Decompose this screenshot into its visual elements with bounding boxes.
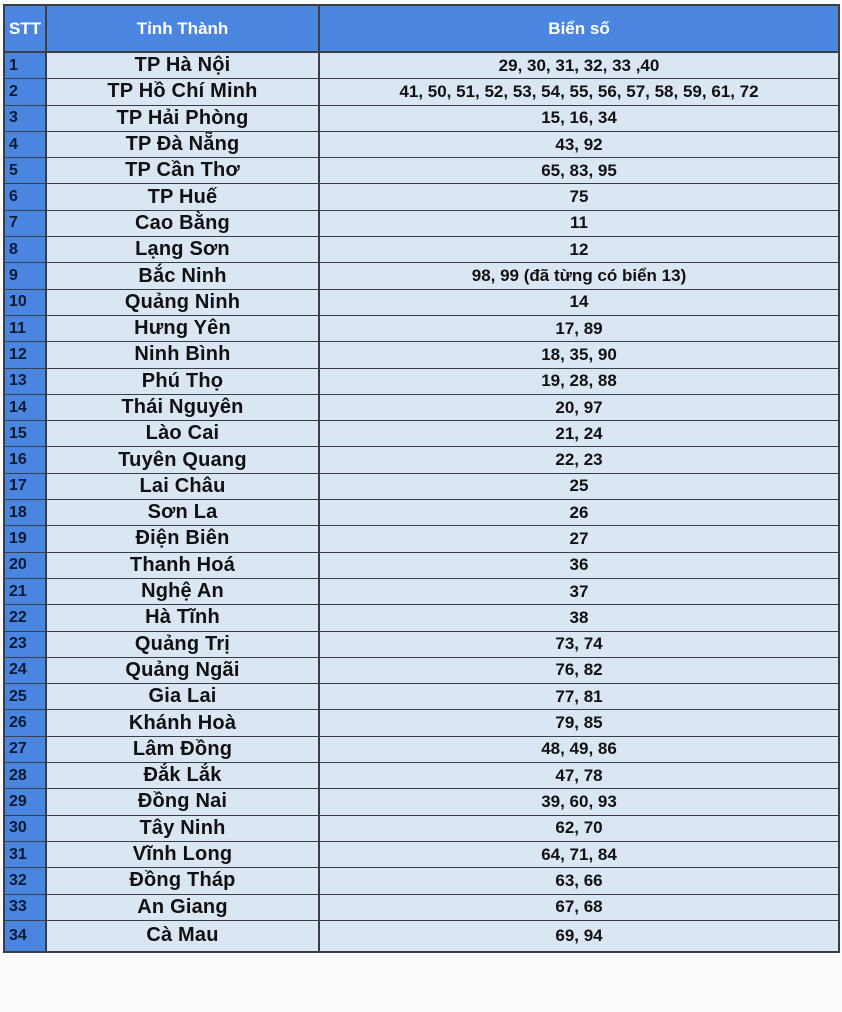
row-province-cell: Đồng Nai xyxy=(46,789,319,815)
row-stt-cell: 18 xyxy=(4,500,46,526)
row-plates-cell: 19, 28, 88 xyxy=(319,368,839,394)
table-row xyxy=(4,447,839,473)
row-plates-cell: 21, 24 xyxy=(319,421,839,447)
row-stt-cell: 16 xyxy=(4,447,46,473)
row-stt-cell: 25 xyxy=(4,684,46,710)
row-plates-cell: 17, 89 xyxy=(319,315,839,341)
row-province-cell: Bắc Ninh xyxy=(46,263,319,289)
table-row xyxy=(4,105,839,131)
row-plates-cell: 39, 60, 93 xyxy=(319,789,839,815)
row-plates-cell: 63, 66 xyxy=(319,868,839,894)
table-row xyxy=(4,289,839,315)
row-stt-cell: 14 xyxy=(4,394,46,420)
table-row xyxy=(4,815,839,841)
row-province-cell: TP Hồ Chí Minh xyxy=(46,79,319,105)
row-plates-cell: 14 xyxy=(319,289,839,315)
row-stt-cell: 29 xyxy=(4,789,46,815)
row-province-cell: Hà Tĩnh xyxy=(46,605,319,631)
row-stt-cell: 13 xyxy=(4,368,46,394)
row-plates-cell: 65, 83, 95 xyxy=(319,158,839,184)
row-stt-cell: 31 xyxy=(4,841,46,867)
row-stt-cell: 34 xyxy=(4,920,46,952)
row-province-cell: TP Hà Nội xyxy=(46,52,319,79)
row-stt-cell: 5 xyxy=(4,158,46,184)
table-row xyxy=(4,710,839,736)
row-plates-cell: 29, 30, 31, 32, 33 ,40 xyxy=(319,52,839,79)
row-stt-cell: 1 xyxy=(4,52,46,79)
row-plates-cell: 22, 23 xyxy=(319,447,839,473)
row-province-cell: Điện Biên xyxy=(46,526,319,552)
table-row xyxy=(4,315,839,341)
row-province-cell: Cà Mau xyxy=(46,920,319,952)
table-row xyxy=(4,79,839,105)
row-plates-cell: 64, 71, 84 xyxy=(319,841,839,867)
row-stt-cell: 9 xyxy=(4,263,46,289)
row-plates-cell: 48, 49, 86 xyxy=(319,736,839,762)
row-province-cell: Đồng Tháp xyxy=(46,868,319,894)
row-plates-cell: 75 xyxy=(319,184,839,210)
table-row xyxy=(4,631,839,657)
table-row xyxy=(4,421,839,447)
table-row xyxy=(4,841,839,867)
row-province-cell: Quảng Trị xyxy=(46,631,319,657)
row-province-cell: TP Cần Thơ xyxy=(46,158,319,184)
row-stt-cell: 27 xyxy=(4,736,46,762)
table-row xyxy=(4,736,839,762)
row-plates-cell: 43, 92 xyxy=(319,131,839,157)
table-row xyxy=(4,552,839,578)
row-stt-cell: 4 xyxy=(4,131,46,157)
row-stt-cell: 15 xyxy=(4,421,46,447)
row-plates-cell: 12 xyxy=(319,237,839,263)
table-row xyxy=(4,684,839,710)
row-province-cell: Nghệ An xyxy=(46,578,319,604)
table-row xyxy=(4,184,839,210)
row-province-cell: Lạng Sơn xyxy=(46,237,319,263)
row-plates-cell: 98, 99 (đã từng có biển 13) xyxy=(319,263,839,289)
table-row xyxy=(4,526,839,552)
row-stt-cell: 30 xyxy=(4,815,46,841)
row-plates-cell: 37 xyxy=(319,578,839,604)
table-row xyxy=(4,473,839,499)
row-stt-cell: 17 xyxy=(4,473,46,499)
table-row xyxy=(4,368,839,394)
row-province-cell: Tuyên Quang xyxy=(46,447,319,473)
table-row xyxy=(4,237,839,263)
row-stt-cell: 20 xyxy=(4,552,46,578)
row-stt-cell: 22 xyxy=(4,605,46,631)
row-province-cell: Phú Thọ xyxy=(46,368,319,394)
table-row xyxy=(4,605,839,631)
row-plates-cell: 20, 97 xyxy=(319,394,839,420)
table-body xyxy=(4,52,839,952)
row-plates-cell: 25 xyxy=(319,473,839,499)
row-province-cell: Lai Châu xyxy=(46,473,319,499)
table-row xyxy=(4,657,839,683)
row-province-cell: Quảng Ninh xyxy=(46,289,319,315)
row-plates-cell: 26 xyxy=(319,500,839,526)
row-province-cell: Ninh Bình xyxy=(46,342,319,368)
table-row xyxy=(4,894,839,920)
row-stt-cell: 8 xyxy=(4,237,46,263)
row-stt-cell: 23 xyxy=(4,631,46,657)
table-row xyxy=(4,789,839,815)
row-plates-cell: 27 xyxy=(319,526,839,552)
row-province-cell: Thái Nguyên xyxy=(46,394,319,420)
province-plate-table xyxy=(3,4,840,953)
row-stt-cell: 28 xyxy=(4,763,46,789)
row-province-cell: Vĩnh Long xyxy=(46,841,319,867)
row-plates-cell: 11 xyxy=(319,210,839,236)
row-province-cell: Gia Lai xyxy=(46,684,319,710)
row-plates-cell: 73, 74 xyxy=(319,631,839,657)
row-province-cell: Đắk Lắk xyxy=(46,763,319,789)
row-province-cell: Hưng Yên xyxy=(46,315,319,341)
header-row xyxy=(4,5,839,52)
table-row xyxy=(4,342,839,368)
row-province-cell: An Giang xyxy=(46,894,319,920)
row-plates-cell: 62, 70 xyxy=(319,815,839,841)
row-province-cell: Sơn La xyxy=(46,500,319,526)
row-province-cell: Khánh Hoà xyxy=(46,710,319,736)
row-plates-cell: 38 xyxy=(319,605,839,631)
row-stt-cell: 24 xyxy=(4,657,46,683)
row-stt-cell: 19 xyxy=(4,526,46,552)
table-header xyxy=(4,5,839,52)
table-row xyxy=(4,394,839,420)
row-province-cell: Cao Bằng xyxy=(46,210,319,236)
header-province: Tỉnh Thành xyxy=(46,5,319,52)
row-stt-cell: 3 xyxy=(4,105,46,131)
row-stt-cell: 12 xyxy=(4,342,46,368)
header-stt: STT xyxy=(4,5,46,52)
table-row xyxy=(4,158,839,184)
row-province-cell: TP Đà Nẵng xyxy=(46,131,319,157)
row-stt-cell: 26 xyxy=(4,710,46,736)
row-stt-cell: 7 xyxy=(4,210,46,236)
row-plates-cell: 77, 81 xyxy=(319,684,839,710)
row-province-cell: Quảng Ngãi xyxy=(46,657,319,683)
row-province-cell: Lâm Đồng xyxy=(46,736,319,762)
row-province-cell: Thanh Hoá xyxy=(46,552,319,578)
table-row xyxy=(4,578,839,604)
row-stt-cell: 11 xyxy=(4,315,46,341)
row-province-cell: TP Hải Phòng xyxy=(46,105,319,131)
row-province-cell: Lào Cai xyxy=(46,421,319,447)
header-plates: Biển số xyxy=(319,5,839,52)
row-plates-cell: 69, 94 xyxy=(319,920,839,952)
table-row xyxy=(4,131,839,157)
row-plates-cell: 36 xyxy=(319,552,839,578)
row-stt-cell: 10 xyxy=(4,289,46,315)
row-stt-cell: 21 xyxy=(4,578,46,604)
row-stt-cell: 32 xyxy=(4,868,46,894)
row-plates-cell: 15, 16, 34 xyxy=(319,105,839,131)
table-row xyxy=(4,920,839,952)
row-stt-cell: 2 xyxy=(4,79,46,105)
row-plates-cell: 18, 35, 90 xyxy=(319,342,839,368)
row-plates-cell: 76, 82 xyxy=(319,657,839,683)
table-row xyxy=(4,52,839,79)
row-stt-cell: 6 xyxy=(4,184,46,210)
row-plates-cell: 67, 68 xyxy=(319,894,839,920)
table-row xyxy=(4,263,839,289)
table-row xyxy=(4,763,839,789)
table-row xyxy=(4,868,839,894)
row-province-cell: TP Huế xyxy=(46,184,319,210)
table-row xyxy=(4,210,839,236)
row-plates-cell: 41, 50, 51, 52, 53, 54, 55, 56, 57, 58, 59, 61, 72 xyxy=(319,79,839,105)
row-stt-cell: 33 xyxy=(4,894,46,920)
row-province-cell: Tây Ninh xyxy=(46,815,319,841)
table-row xyxy=(4,500,839,526)
row-plates-cell: 79, 85 xyxy=(319,710,839,736)
row-plates-cell: 47, 78 xyxy=(319,763,839,789)
